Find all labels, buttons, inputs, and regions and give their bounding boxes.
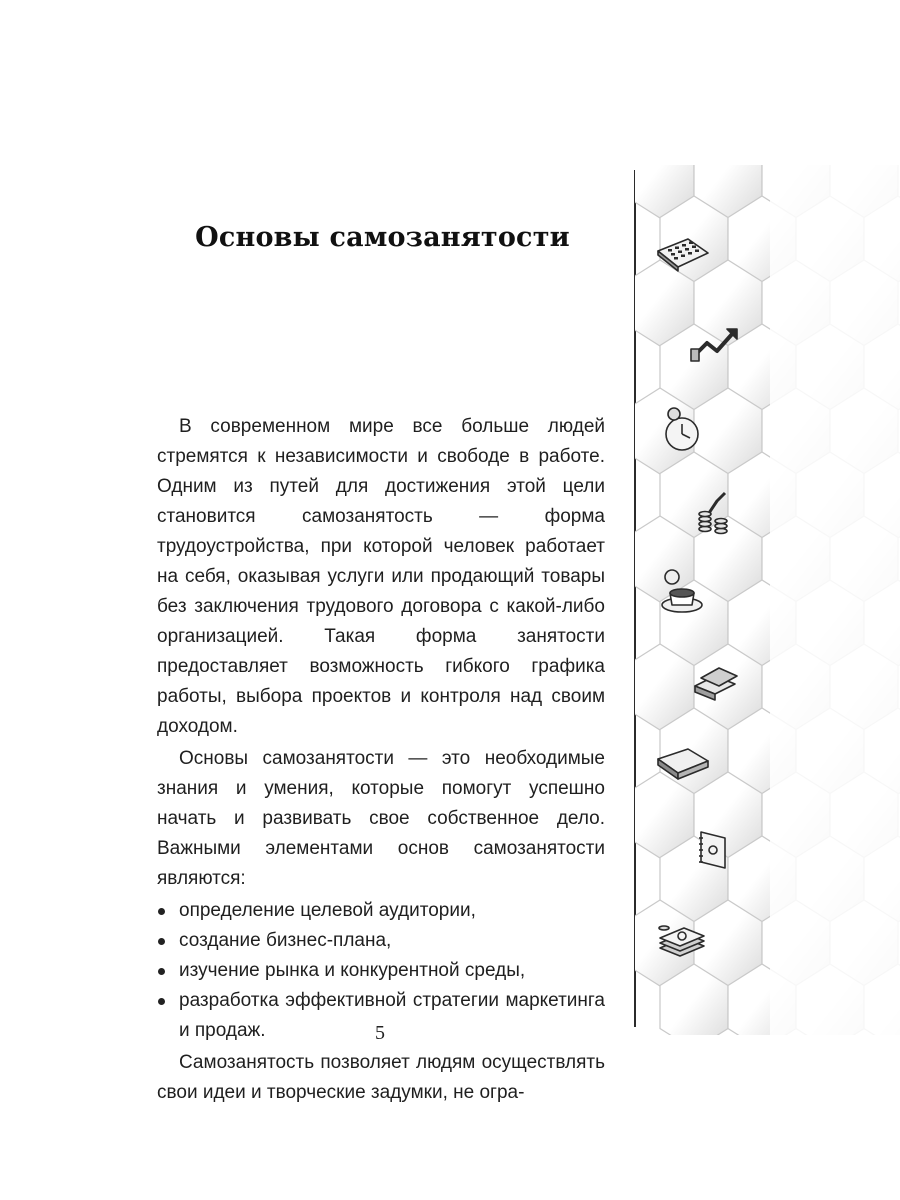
hex-pattern	[620, 165, 900, 1035]
list-item: определение целевой аудитории,	[157, 896, 605, 926]
decorative-hex-band	[620, 165, 900, 1035]
notebook-icon	[699, 832, 725, 868]
intro-paragraph: В современном мире все больше людей стремятся к независимости и свободе в работе. Одним из путей для достижения этой цели становится самозанятость — форма трудоустройства, при которой человек работает на себя, оказывая услуги или продающий товары без заключения трудового договора с какой-либо организацией. Такая форма занятости предоставляет возможность гибкого графика работы, выбора проектов и контроля над своим доходом.	[157, 416, 605, 737]
list-item: создание бизнес-плана,	[157, 926, 605, 956]
basics-paragraph: Основы самозанятости — это необходимые знания и умения, которые помогут успешно начать и развивать свое собственное дело. Важными элементами основ самозанятости являются:	[157, 748, 605, 889]
chapter-title: Основы самозанятости	[195, 222, 570, 253]
page-number: 5	[375, 1022, 385, 1044]
closing-paragraph: Самозанятость позволяет людям осуществлять свои идеи и творческие задумки, не огра-	[157, 1052, 605, 1103]
list-item: изучение рынка и конкурентной среды,	[157, 956, 605, 986]
body-text	[157, 412, 605, 1110]
list-item: разработка эффективной стратегии маркетинга и продаж.	[157, 986, 605, 1046]
